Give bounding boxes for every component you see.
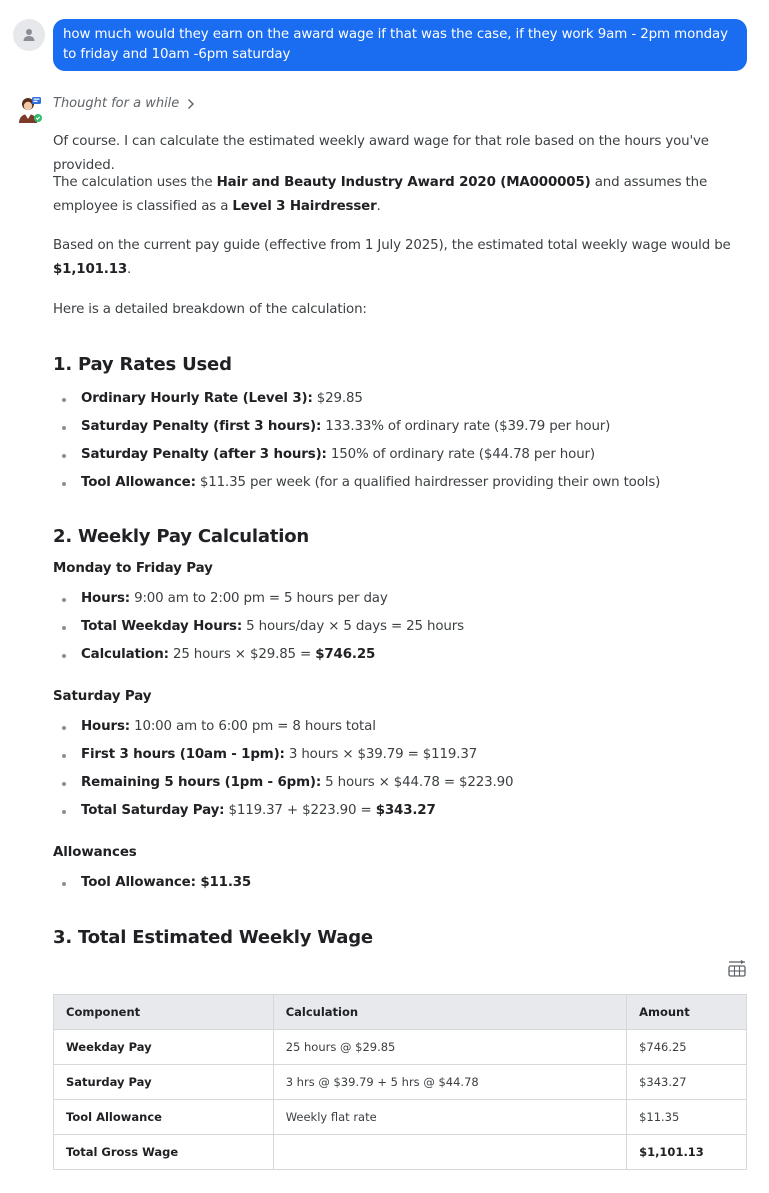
section-heading-pay-rates: 1. Pay Rates Used (53, 354, 232, 375)
table-row-total (54, 1135, 747, 1170)
chevron-right-icon (187, 98, 195, 110)
list-item: Total Weekday Hours: 5 hours/day × 5 days = 25 hours (60, 613, 750, 641)
table-row (54, 1065, 747, 1100)
list-item: Tool Allowance: $11.35 per week (for a qualified hairdresser providing their own tools) (60, 469, 750, 497)
list-item: Calculation: 25 hours × $29.85 = $746.25 (60, 641, 750, 669)
table-cell: Total Gross Wage (54, 1135, 274, 1170)
intro-paragraph-2: The calculation uses the Hair and Beauty Industry Award 2020 (MA000005) and assumes the employee is classified as a Level 3 Hairdresser. (53, 175, 708, 214)
weekday-list (60, 585, 750, 669)
intro-paragraph-1: Of course. I can calculate the estimated weekly award wage for that role based on the hours you've provided. (53, 134, 709, 173)
intro-paragraph-4: Here is a detailed breakdown of the calculation: (53, 302, 367, 317)
list-item: Tool Allowance: $11.35 (60, 869, 750, 897)
thought-toggle[interactable] (53, 96, 195, 111)
table-header-row (54, 995, 747, 1030)
wage-table (53, 994, 747, 1170)
list-item: Saturday Penalty (after 3 hours): 150% of ordinary rate ($44.78 per hour) (60, 441, 750, 469)
table-cell: $746.25 (627, 1030, 747, 1065)
list-item: Hours: 10:00 am to 6:00 pm = 8 hours total (60, 713, 750, 741)
user-message: how much would they earn on the award wage if that was the case, if they work 9am - 2pm monday to friday and 10am -6pm saturday (53, 19, 747, 71)
classification-level: Level 3 Hairdresser (232, 199, 377, 214)
list-item: Saturday Penalty (first 3 hours): 133.33% of ordinary rate ($39.79 per hour) (60, 413, 750, 441)
list-item: Total Saturday Pay: $119.37 + $223.90 = $343.27 (60, 797, 750, 825)
list-item: Hours: 9:00 am to 2:00 pm = 5 hours per day (60, 585, 750, 613)
list-item: First 3 hours (10am - 1pm): 3 hours × $39.79 = $119.37 (60, 741, 750, 769)
thought-label: Thought for a while (53, 96, 180, 111)
table-cell-total: $1,101.13 (627, 1135, 747, 1170)
assistant-persona-icon (14, 95, 46, 127)
table-cell: 25 hours @ $29.85 (273, 1030, 626, 1065)
user-avatar (13, 19, 45, 51)
person-icon (21, 27, 37, 43)
section-heading-weekly-calc: 2. Weekly Pay Calculation (53, 526, 309, 547)
table-cell: 3 hrs @ $39.79 + 5 hrs @ $44.78 (273, 1065, 626, 1100)
subheading-allowances: Allowances (53, 845, 137, 860)
column-header: Component (54, 995, 274, 1030)
subheading-weekday: Monday to Friday Pay (53, 561, 213, 576)
subheading-saturday: Saturday Pay (53, 689, 152, 704)
intro-paragraph-3: Based on the current pay guide (effective from 1 July 2025), the estimated total weekly wage would be $1,101.13. (53, 238, 731, 277)
table-cell: Weekday Pay (54, 1030, 274, 1065)
award-name: Hair and Beauty Industry Award 2020 (MA000005) (216, 175, 591, 190)
pay-rates-list (60, 385, 750, 497)
allowances-list (60, 869, 750, 897)
column-header: Calculation (273, 995, 626, 1030)
table-cell: Saturday Pay (54, 1065, 274, 1100)
table-cell (273, 1135, 626, 1170)
assistant-avatar (14, 95, 46, 127)
table-cell: $343.27 (627, 1065, 747, 1100)
table-width-icon[interactable] (727, 958, 747, 978)
weekly-total: $1,101.13 (53, 262, 128, 277)
table-cell: $11.35 (627, 1100, 747, 1135)
saturday-list (60, 713, 750, 825)
column-header: Amount (627, 995, 747, 1030)
section-heading-total: 3. Total Estimated Weekly Wage (53, 927, 373, 948)
table-row (54, 1100, 747, 1135)
table-cell: Tool Allowance (54, 1100, 274, 1135)
table-cell: Weekly flat rate (273, 1100, 626, 1135)
table-row (54, 1030, 747, 1065)
list-item: Ordinary Hourly Rate (Level 3): $29.85 (60, 385, 750, 413)
list-item: Remaining 5 hours (1pm - 6pm): 5 hours × $44.78 = $223.90 (60, 769, 750, 797)
